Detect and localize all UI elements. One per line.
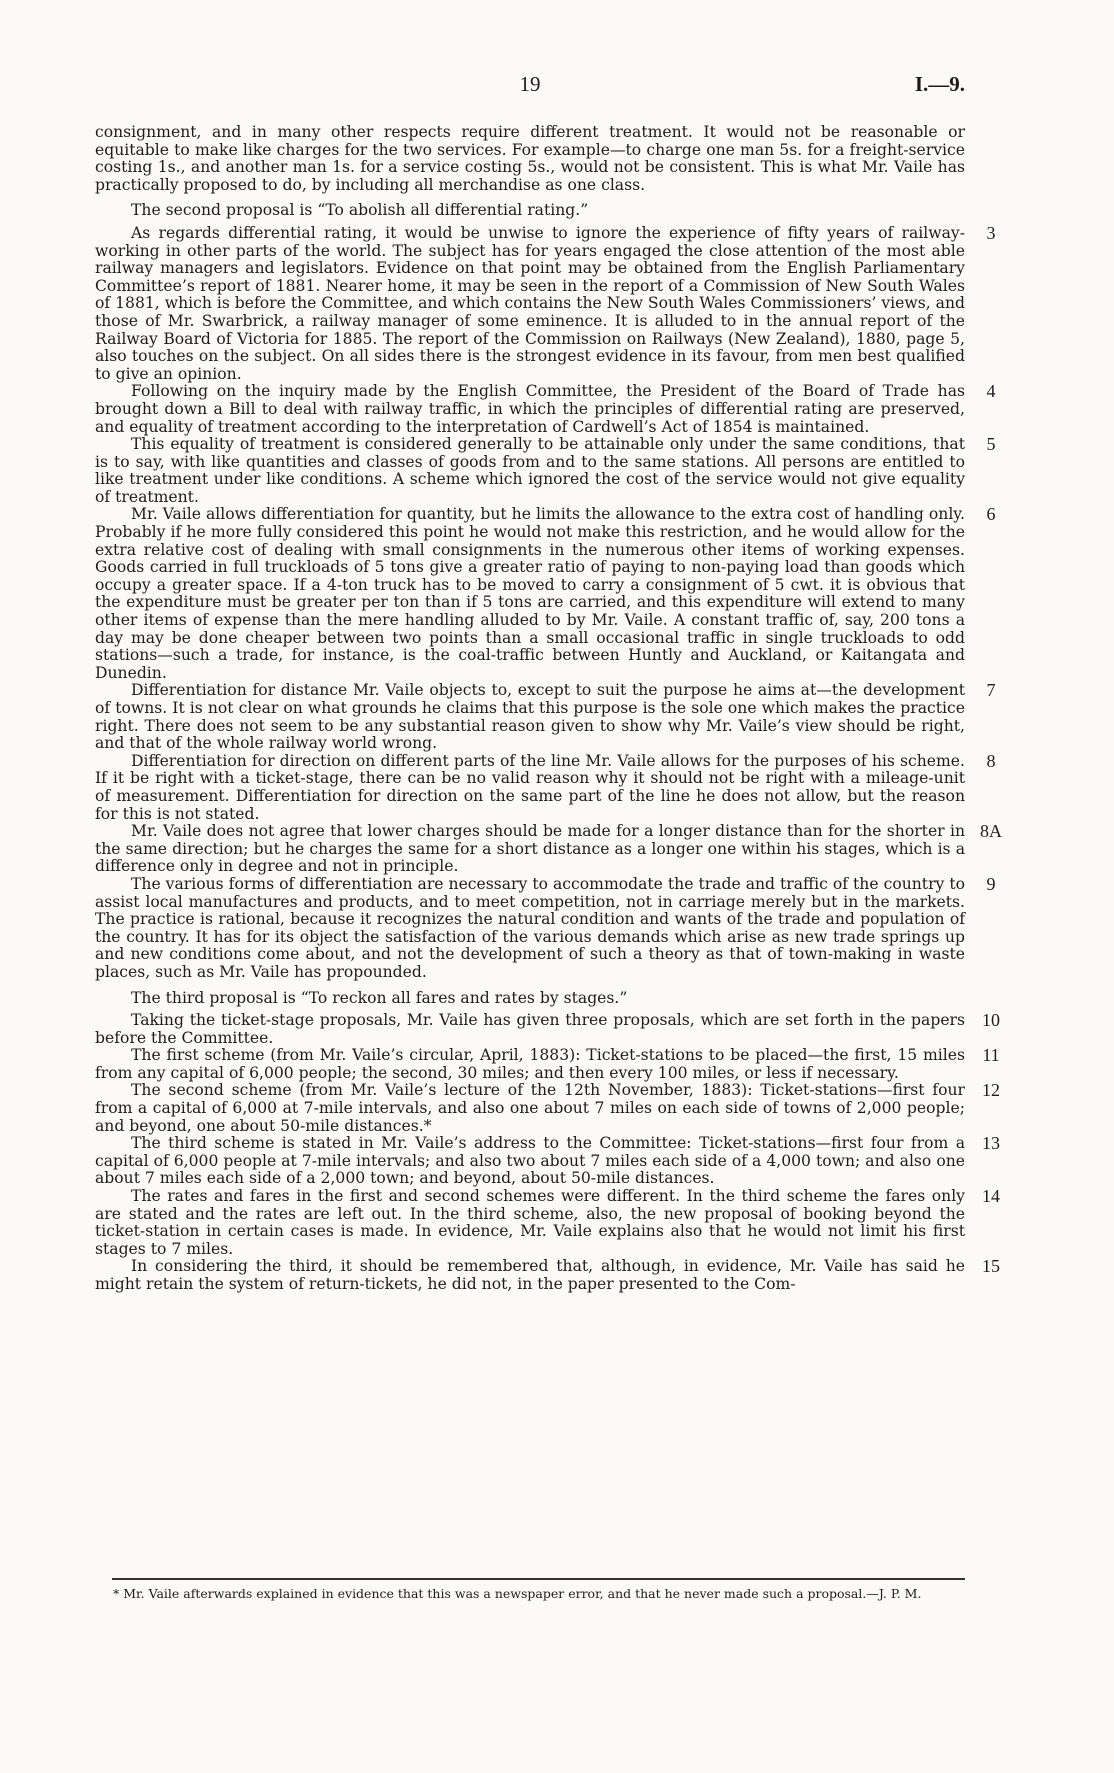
margin-number: 10 bbox=[982, 1010, 1000, 1031]
margin-number: 6 bbox=[986, 504, 996, 525]
paragraph-text: consignment, and in many other respects require different treatment. It would not be reasonable or equitable to make like charges for the two services. For example—to charge one man 5s. for a freight-service costing 1s., and another man 1s. for a service costing 5s., would not be consistent. This is what Mr. Vaile has practically proposed to do, by including all merchandise as one class. bbox=[95, 123, 965, 194]
paragraph-text: Taking the ticket-stage proposals, Mr. Vaile has given three proposals, which are set forth in the papers before the Committee. bbox=[95, 1011, 965, 1047]
footnote-rule bbox=[112, 1578, 965, 1580]
paragraph bbox=[95, 821, 1002, 876]
paragraph bbox=[95, 434, 996, 506]
margin-number: 13 bbox=[982, 1133, 1000, 1154]
proposal-heading bbox=[95, 990, 965, 1008]
paragraph bbox=[95, 1010, 1000, 1047]
margin-number: 9 bbox=[986, 873, 996, 894]
paragraph bbox=[95, 1080, 1000, 1135]
margin-number: 3 bbox=[986, 222, 996, 243]
paragraph bbox=[95, 750, 996, 823]
paragraph bbox=[95, 1133, 1000, 1188]
paragraph bbox=[95, 680, 996, 753]
proposal-heading bbox=[95, 202, 965, 220]
margin-number: 14 bbox=[982, 1186, 1000, 1207]
paragraph bbox=[95, 873, 996, 982]
margin-number: 8A bbox=[980, 821, 1002, 842]
paragraph-text: The first scheme (from Mr. Vaile’s circular, April, 1883): Ticket-stations to be placed—the first, 15 miles from any capital of 6,000 people; the second, 30 miles; and then every 100 miles, or less if necessary. bbox=[95, 1046, 965, 1082]
paragraph-text: In considering the third, it should be remembered that, although, in evidence, Mr. Vaile has said he might retain the system of return-tickets, he did not, in the paper presented to the Com- bbox=[95, 1257, 965, 1293]
paragraph-text: This equality of treatment is considered generally to be attainable only under the same conditions, that is to say, with like quantities and classes of goods from and to the same stations. All persons are entitled to like treatment under like conditions. A scheme which ignored the cost of the service would not give equality of treatment. bbox=[95, 435, 965, 506]
paragraph-text: Differentiation for distance Mr. Vaile objects to, except to suit the purpose he aims at—the development of towns. It is not clear on what grounds he claims that this purpose is the sole one which makes the practice right. There does not seem to be any substantial reason given to show why Mr. Vaile’s view should be right, and that of the whole railway world wrong. bbox=[95, 681, 965, 753]
paragraph bbox=[95, 1256, 1000, 1293]
margin-number: 12 bbox=[982, 1080, 1000, 1101]
body-text bbox=[95, 123, 1002, 1294]
paragraph-text: Following on the inquiry made by the English Committee, the President of the Board of Trade has brought down a Bill to deal with railway traffic, in which the principles of differential rating are preserved, and equality of treatment according to the interpretation of Cardwell’s Act of 1854 is maintained. bbox=[95, 382, 965, 436]
paragraph-text: The second proposal is “To abolish all differential rating.” bbox=[131, 201, 589, 220]
margin-number: 4 bbox=[986, 381, 996, 402]
paragraph-text: Mr. Vaile allows differentiation for quantity, but he limits the allowance to the extra cost of handling only. Probably if he more fully considered this point he would not make this restriction, and he would allow for the extra relative cost of dealing with small consignments in the numerous other items of working expenses. Goods carried in full truckloads of 5 tons give a greater ratio of paying to non-paying load than goods which occupy a greater space. If a 4-ton truck has to be moved to carry a consignment of 5 cwt. it is obvious that the expenditure must be greater per ton than if 5 tons are carried, and this expenditure will extend to many other items of expense than the mere handling alluded to by Mr. Vaile. A constant traffic of, say, 200 tons a day may be done cheaper between two points than a small occasional traffic in single truckloads to odd stations—such a trade, for instance, is the coal-traffic between Huntly and Auckland, or Kaitangata and Dunedin. bbox=[95, 505, 965, 682]
margin-number: 7 bbox=[986, 680, 996, 701]
paragraph-text: The third proposal is “To reckon all fares and rates by stages.” bbox=[131, 988, 628, 1007]
paragraph-text: Mr. Vaile does not agree that lower charges should be made for a longer distance than for the shorter in the same direction; but he charges the same for a short distance as a longer one within his stages, which is a difference only in degree and not in principle. bbox=[95, 822, 965, 876]
paragraph-text: The second scheme (from Mr. Vaile’s lecture of the 12th November, 1883): Ticket-stations—first four from a capital of 6,000 at 7-mile intervals, and also one about 7 miles on each side of towns of 2,000 people; and beyond, one about 50-mile distances.* bbox=[95, 1081, 965, 1135]
paragraph bbox=[95, 124, 965, 194]
paragraph bbox=[95, 1186, 1000, 1258]
paragraph-text: The third scheme is stated in Mr. Vaile’s address to the Committee: Ticket-stations—first four from a capital of 6,000 people at 7-mile intervals; and also two about 7 miles each side of a 4,000 town; and also one about 7 miles each side of a 2,000 town; and beyond, about 50-mile distances. bbox=[95, 1134, 965, 1188]
margin-number: 11 bbox=[982, 1045, 1000, 1066]
page-number: 19 bbox=[519, 72, 541, 96]
paragraph bbox=[95, 504, 996, 682]
paragraph bbox=[95, 381, 996, 436]
margin-number: 8 bbox=[986, 750, 996, 771]
paragraph-text: Differentiation for direction on different parts of the line Mr. Vaile allows for the purposes of his scheme. If it be right with a ticket-stage, there can be no valid reason why it should not be right with a mileage-unit of measurement. Differentiation for direction on the same part of the line he does not allow, but the reason for this is not stated. bbox=[95, 751, 965, 823]
paragraph-text: The rates and fares in the first and second schemes were different. In the third scheme the fares only are stated and the rates are left out. In the third scheme, also, the new proposal of booking beyond the ticket-station in certain cases is made. In evidence, Mr. Vaile explains also that he would not limit his first stages to 7 miles. bbox=[95, 1187, 965, 1258]
paragraph bbox=[95, 222, 996, 383]
paragraph-text: As regards differential rating, it would be unwise to ignore the experience of fifty years of railway-working in other parts of the world. The subject has for years engaged the close attention of the most able railway managers and legislators. Evidence on that point may be obtained from the English Parliamentary Committee’s report of 1881. Nearer home, it may be seen in the report of a Commission of New South Wales of 1881, which is before the Committee, and which contains the New South Wales Commissioners’ views, and those of Mr. Swarbrick, a railway manager of some eminence. It is alluded to in the annual report of the Railway Board of Victoria for 1885. The report of the Commission on Railways (New Zealand), 1880, page 5, also touches on the subject. On all sides there is the strongest evidence in its favour, from men best qualified to give an opinion. bbox=[95, 223, 965, 383]
margin-number: 5 bbox=[986, 434, 996, 455]
footnote: * Mr. Vaile afterwards explained in evidence that this was a newspaper error, and that he never made such a proposal.—J. P. M. bbox=[113, 1586, 922, 1601]
paragraph bbox=[95, 1045, 1000, 1082]
page-header bbox=[95, 72, 965, 102]
paper-reference: I.—9. bbox=[914, 72, 965, 96]
margin-number: 15 bbox=[982, 1256, 1000, 1277]
paragraph-text: The various forms of differentiation are necessary to accommodate the trade and traffic of the country to assist local manufactures and products, and to meet competition, not in carriage merely but in the markets. The practice is rational, because it recognizes the natural condition and wants of the trade and population of the country. It has for its object the satisfaction of the various demands which arise as new trade springs up and new conditions come about, and not the development of such a theory as that of town-making in waste places, such as Mr. Vaile has propounded. bbox=[95, 874, 965, 981]
